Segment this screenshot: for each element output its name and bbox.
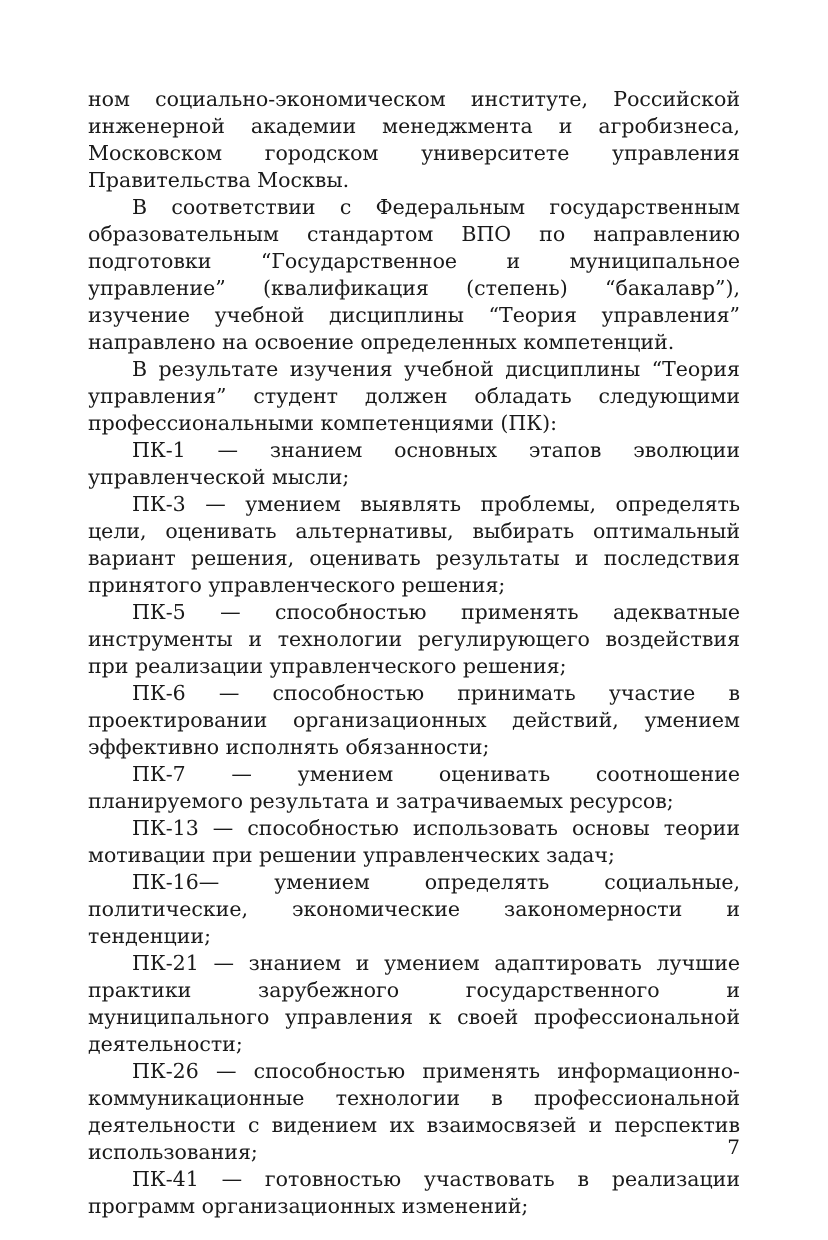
competency-pk-7: ПК-7 — умением оценивать соотношение планируемого результата и затрачиваемых ресурсов; <box>88 762 740 813</box>
competency-pk-13: ПК-13 — способностью использовать основы теории мотивации при решении управленческих задач; <box>88 816 740 867</box>
competency-pk-41: ПК-41 — готовностью участвовать в реализации программ организационных изменений; <box>88 1167 740 1218</box>
competency-pk-6: ПК-6 — способностью принимать участие в проектировании организационных действий, умением эффективно исполнять обязанности; <box>88 681 740 759</box>
page-body <box>88 86 740 1220</box>
paragraph-continuation: ном социально-экономическом институте, Российской инженерной академии менеджмента и агробизнеса, Московском городском университете управления Правительства Москвы. <box>88 87 740 192</box>
paragraph-standard: В соответствии с Федеральным государственным образовательным стандартом ВПО по направлению подготовки “Государственное и муниципальное управление” (квалификация (степень) “бакалавр”), изучение учебной дисциплины “Теория управления” направлено на освоение определенных компетенций. <box>88 195 740 354</box>
paragraph-competencies-intro: В результате изучения учебной дисциплины “Теория управления” студент должен обладать следующими профессиональными компетенциями (ПК): <box>88 357 740 435</box>
competency-pk-21: ПК-21 — знанием и умением адаптировать лучшие практики зарубежного государственного и муниципального управления к своей профессиональной деятельности; <box>88 951 740 1056</box>
competency-pk-5: ПК-5 — способностью применять адекватные инструменты и технологии регулирующего воздействия при реализации управленческого решения; <box>88 600 740 678</box>
competency-pk-3: ПК-3 — умением выявлять проблемы, определять цели, оценивать альтернативы, выбирать оптимальный вариант решения, оценивать результаты и последствия принятого управленческого решения; <box>88 492 740 597</box>
competency-pk-16: ПК-16— умением определять социальные, политические, экономические закономерности и тенденции; <box>88 870 740 948</box>
competency-pk-26: ПК-26 — способностью применять информационно-коммуникационные технологии в профессиональной деятельности с видением их взаимосвязей и перспектив использования; <box>88 1059 740 1164</box>
competency-pk-1: ПК-1 — знанием основных этапов эволюции управленческой мысли; <box>88 438 740 489</box>
page-number: 7 <box>727 1135 740 1159</box>
